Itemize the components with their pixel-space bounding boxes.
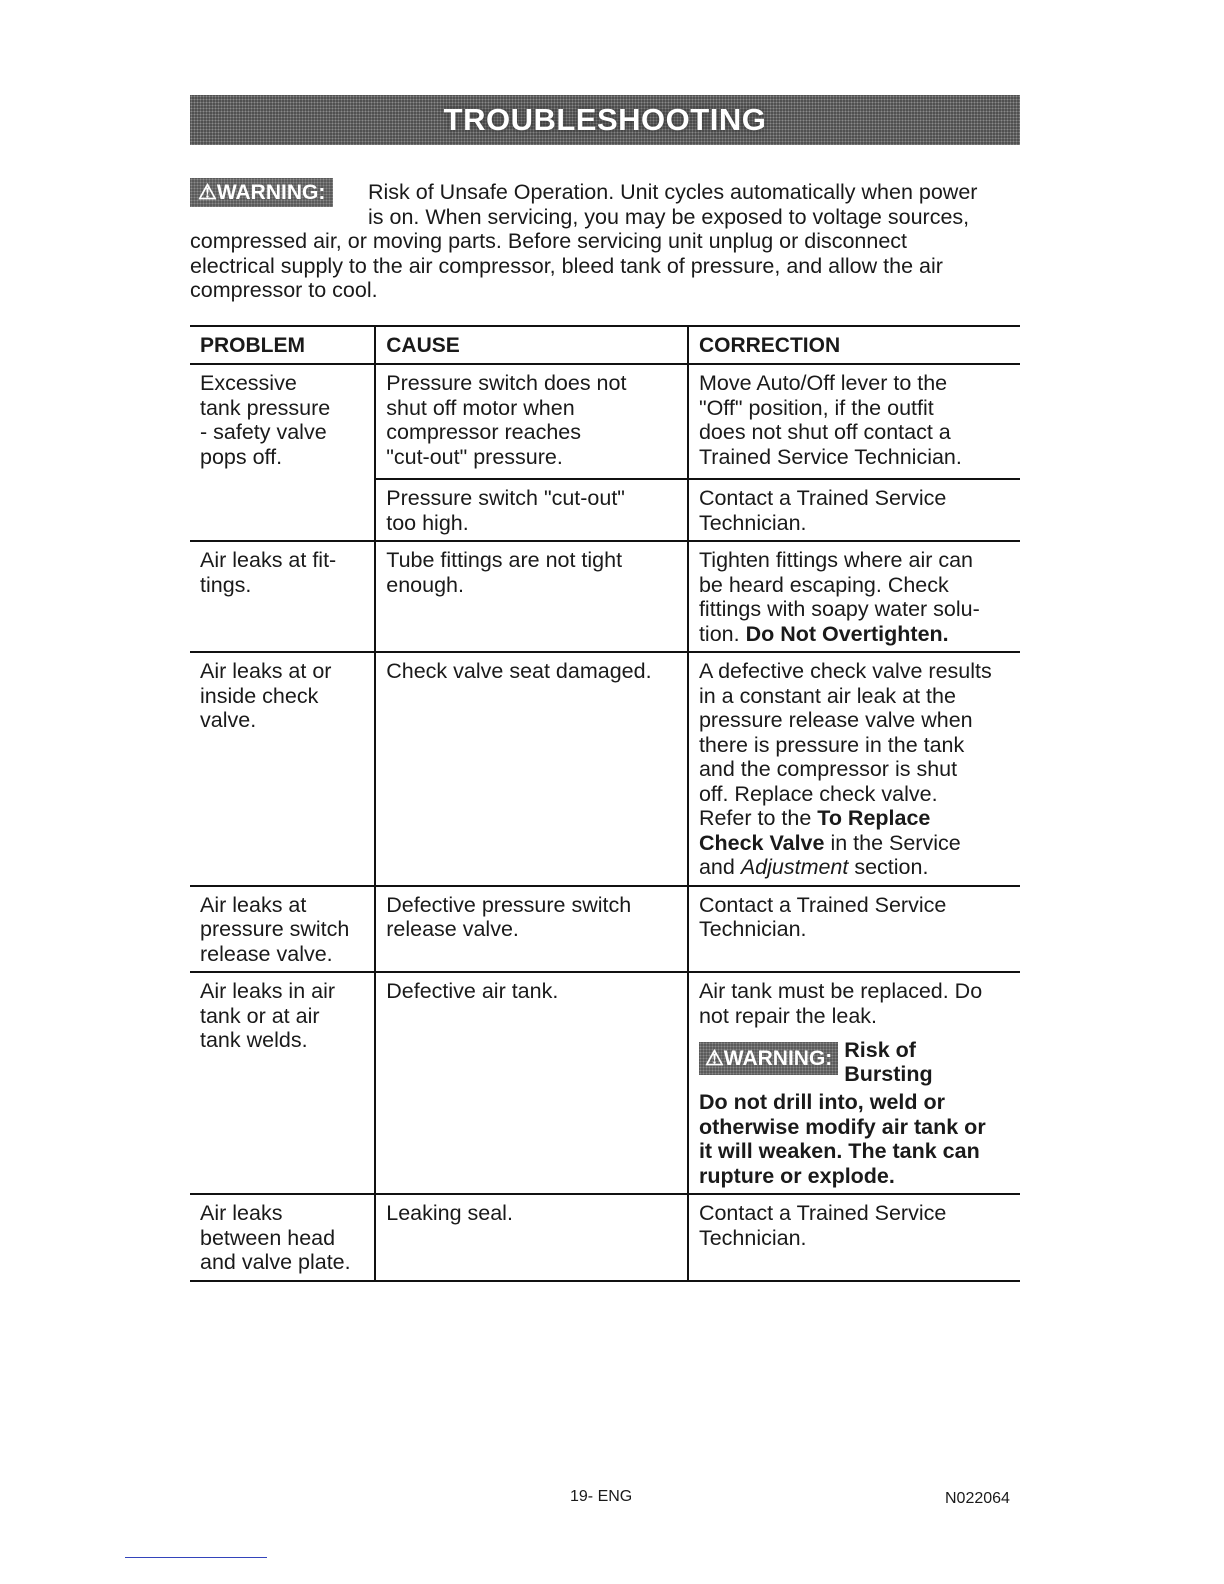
cause-cell: Defective air tank. <box>375 972 688 1194</box>
warning-rest: compressed air, or moving parts. Before servicing unit unplug or disconnect electrical supply to the air compressor, bleed tank of pressure, and allow the air compressor to cool. <box>190 229 943 302</box>
correction-cell: Move Auto/Off lever to the "Off" position, if the outfit does not shut off contact a Trained Service Technician. <box>688 364 1020 479</box>
risk-of-bursting: Risk of Bursting <box>844 1038 933 1086</box>
warning-text <box>190 180 1020 303</box>
correction-emphasis: To Replace Check Valve <box>698 806 931 855</box>
footnote-rule <box>125 1557 267 1558</box>
troubleshooting-table <box>190 325 1020 1282</box>
bursting-warning <box>699 1038 1010 1086</box>
warning-badge-label: ⚠WARNING: <box>190 178 333 207</box>
cause-cell: Pressure switch does not shut off motor when compressor reaches "cut-out" pressure. <box>375 364 688 479</box>
correction-cell: A defective check valve results in a constant air leak at the pressure release valve when there is pressure in the tank and the compressor is shut off. Replace check valve. Refer to the To Replace Check Valve in the Service and Adjustment section. <box>688 652 1020 886</box>
problem-cell: Excessive tank pressure - safety valve pops off. <box>190 364 375 541</box>
correction-cell: Air tank must be replaced. Do not repair the leak. ⚠WARNING: Risk of Bursting Do not drill into, weld or otherwise modify air tank or it will weaken. The tank can rupture or explode. <box>688 972 1020 1194</box>
document-code: N022064 <box>945 1490 1010 1507</box>
header-cause: CAUSE <box>375 326 688 364</box>
header-problem: PROBLEM <box>190 326 375 364</box>
bursting-warning-text: Do not drill into, weld or otherwise modify air tank or it will weaken. The tank can rupture or explode. <box>698 1090 986 1188</box>
page-number: 19- ENG <box>570 1488 633 1505</box>
correction-cell: Contact a Trained Service Technician. <box>688 479 1020 541</box>
table-row <box>190 364 1020 479</box>
correction-emphasis: Do Not Overtighten. <box>745 621 949 646</box>
problem-cell: Air leaks at pressure switch release valve. <box>190 886 375 973</box>
warning-line-2: is on. When servicing, you may be exposed to voltage sources, <box>368 204 970 229</box>
problem-cell: Air leaks between head and valve plate. <box>190 1194 375 1281</box>
table-row <box>190 1194 1020 1281</box>
correction-cell: Contact a Trained Service Technician. <box>688 886 1020 973</box>
correction-cell: Contact a Trained Service Technician. <box>688 1194 1020 1281</box>
correction-italic: Adjustment <box>740 855 849 879</box>
table-row <box>190 972 1020 1194</box>
cause-cell: Pressure switch "cut-out" too high. <box>375 479 688 541</box>
problem-cell: Air leaks in air tank or at air tank welds. <box>190 972 375 1194</box>
cause-cell: Defective pressure switch release valve. <box>375 886 688 973</box>
warning-line-1: Risk of Unsafe Operation. Unit cycles automatically when power <box>368 180 978 204</box>
correction-cell: Tighten fittings where air can be heard escaping. Check fittings with soapy water solu- tion. Do Not Overtighten. <box>688 541 1020 652</box>
warning-badge-label: ⚠WARNING: <box>699 1042 838 1075</box>
cause-cell: Leaking seal. <box>375 1194 688 1281</box>
table-row <box>190 886 1020 973</box>
table-row <box>190 541 1020 652</box>
table-row <box>190 652 1020 886</box>
title-banner <box>190 95 1020 145</box>
header-correction: CORRECTION <box>688 326 1020 364</box>
problem-cell: Air leaks at or inside check valve. <box>190 652 375 886</box>
cause-cell: Tube fittings are not tight enough. <box>375 541 688 652</box>
table-header-row <box>190 326 1020 364</box>
page-title: TROUBLESHOOTING <box>443 102 767 137</box>
cause-cell: Check valve seat damaged. <box>375 652 688 886</box>
problem-cell: Air leaks at fit- tings. <box>190 541 375 652</box>
